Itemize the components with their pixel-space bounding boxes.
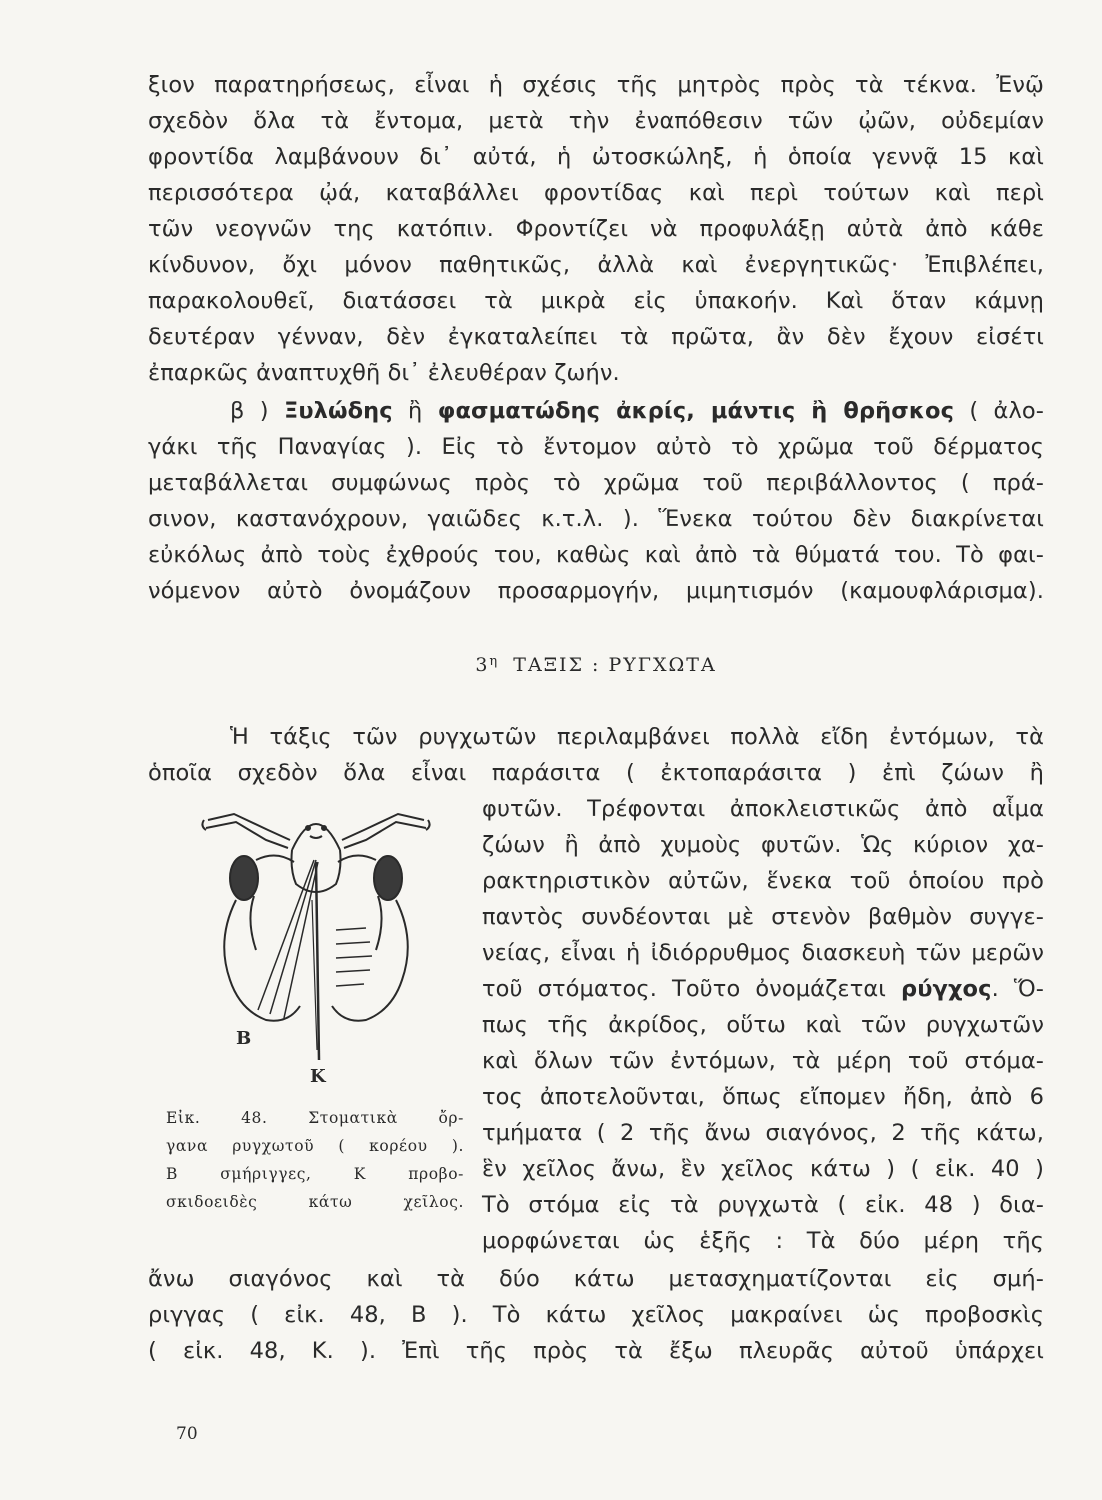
text-line: τῶν νεογνῶν της κατόπιν. Φροντίζει νὰ προφυλάξῃ αὐτὰ ἀπὸ κάθε xyxy=(148,216,1044,242)
figure-label-k: Κ xyxy=(310,1066,326,1087)
text-line-with-bold xyxy=(482,972,1044,1006)
mouthparts-illustration xyxy=(196,800,436,1100)
ordinal-suffix: η xyxy=(489,654,498,669)
text-line: ζώων ἢ ἀπὸ χυμοὺς φυτῶν. Ὡς κύριον χα- xyxy=(482,832,1044,858)
figure-label-b: Β xyxy=(236,1028,252,1049)
text-fragment: ( ἀλο- xyxy=(969,398,1044,424)
text-line: ( εἰκ. 48, Κ. ). Ἐπὶ τῆς πρὸς τὰ ἔξω πλευρᾶς αὐτοῦ ὑπάρχει xyxy=(148,1338,1044,1364)
text-line-with-bold xyxy=(230,394,1044,428)
text-fragment: . Ὅ- xyxy=(991,976,1044,1002)
text-line: κίνδυνον, ὄχι μόνον παθητικῶς, ἀλλὰ καὶ ἐνεργητικῶς· Ἐπιβλέπει, xyxy=(148,252,1044,278)
ordinal-number: 3 xyxy=(475,654,490,676)
text-line: σινον, καστανόχρουν, γαιῶδες κ.τ.λ. ). Ἕνεκα τούτου δὲν διακρίνεται xyxy=(148,506,1044,532)
text-line: φροντίδα λαμβάνουν δι᾽ αὐτά, ἡ ὠτοσκώληξ, ἡ ὁποία γεννᾷ 15 καὶ xyxy=(148,144,1044,170)
text-line: ἄνω σιαγόνος καὶ τὰ δύο κάτω μετασχηματίζονται εἰς σμή- xyxy=(148,1266,1044,1292)
text-line: Ἡ τάξις τῶν ρυγχωτῶν περιλαμβάνει πολλὰ εἴδη ἐντόμων, τὰ xyxy=(230,724,1044,750)
text-line: ριγγας ( εἰκ. 48, Β ). Τὸ κάτω χεῖλος μακραίνει ὡς προβοσκὶς xyxy=(148,1302,1044,1328)
caption-line: σκιδοειδὲς κάτω χεῖλος. xyxy=(166,1193,464,1211)
text-line: δευτέραν γένναν, δὲν ἐγκαταλείπει τὰ πρῶτα, ἂν δὲν ἔχουν εἰσέτι xyxy=(148,324,1044,350)
text-line: εὐκόλως ἀπὸ τοὺς ἐχθρούς του, καθὼς καὶ ἀπὸ τὰ θύματά του. Τὸ φαι- xyxy=(148,542,1044,568)
text-line: τος ἀποτελοῦνται, ὅπως εἴπομεν ἤδη, ἀπὸ 6 xyxy=(482,1084,1044,1110)
caption-line: Εἰκ. 48. Στοματικὰ ὄρ- xyxy=(166,1109,464,1127)
item-label: β ) xyxy=(230,398,269,424)
text-line: γάκι τῆς Παναγίας ). Εἰς τὸ ἔντομον αὐτὸ τὸ χρῶμα τοῦ δέρματος xyxy=(148,434,1044,460)
text-line: ἓν χεῖλος ἄνω, ἓν χεῖλος κάτω ) ( εἰκ. 40 ) xyxy=(482,1156,1044,1182)
section-title-text: ΤΑΞΙΣ : ΡΥΓΧΩΤΑ xyxy=(513,654,717,676)
caption-line: γανα ρυγχωτοῦ ( κορέου ). xyxy=(166,1137,464,1155)
text-line: μορφώνεται ὡς ἑξῆς : Τὰ δύο μέρη τῆς xyxy=(482,1228,1044,1254)
text-line: μεταβάλλεται συμφώνως πρὸς τὸ χρῶμα τοῦ περιβάλλοντος ( πρά- xyxy=(148,470,1044,496)
bold-term: Ξυλώδης xyxy=(284,398,393,424)
text-line: παρακολουθεῖ, διατάσσει τὰ μικρὰ εἰς ὑπακοήν. Καὶ ὅταν κάμνῃ xyxy=(148,288,1044,314)
page-number: 70 xyxy=(176,1424,198,1444)
text-line: περισσότερα ᾠά, καταβάλλει φροντίδας καὶ περὶ τούτων καὶ περὶ xyxy=(148,180,1044,206)
caption-line: Β σμήριγγες, Κ προβο- xyxy=(166,1165,464,1183)
text-line: σχεδὸν ὅλα τὰ ἔντομα, μετὰ τὴν ἐναπόθεσιν τῶν ᾠῶν, οὐδεμίαν xyxy=(148,108,1044,134)
text-line: παντὸς συνδέονται μὲ στενὸν βαθμὸν συγγε- xyxy=(482,904,1044,930)
text-line: φυτῶν. Τρέφονται ἀποκλειστικῶς ἀπὸ αἷμα xyxy=(482,796,1044,822)
text-line: νόμενον αὐτὸ ὀνομάζουν προσαρμογήν, μιμητισμόν (καμουφλάρισμα). xyxy=(148,578,1044,604)
figure-mouthparts xyxy=(196,800,436,1100)
text-line: τμήματα ( 2 τῆς ἄνω σιαγόνος, 2 τῆς κάτω, xyxy=(482,1120,1044,1146)
text-line: καὶ ὅλων τῶν ἐντόμων, τὰ μέρη τοῦ στόμα- xyxy=(482,1048,1044,1074)
text-line: πως τῆς ἀκρίδος, οὕτω καὶ τῶν ρυγχωτῶν xyxy=(482,1012,1044,1038)
text-fragment: ἢ xyxy=(408,398,423,424)
text-fragment: τοῦ στόματος. Τοῦτο ὀνομάζεται xyxy=(482,976,886,1002)
bold-term: ρύγχος xyxy=(901,976,992,1002)
text-line: ὁποῖα σχεδὸν ὅλα εἶναι παράσιτα ( ἐκτοπαράσιτα ) ἐπὶ ζώων ἢ xyxy=(148,760,1044,786)
text-line: ξιον παρατηρήσεως, εἶναι ἡ σχέσις τῆς μητρὸς πρὸς τὰ τέκνα. Ἐνῷ xyxy=(148,72,1044,98)
text-line: ἐπαρκῶς ἀναπτυχθῆ δι᾽ ἐλευθέραν ζωήν. xyxy=(148,360,620,386)
bold-term: φασματώδης ἀκρίς, μάντις ἢ θρῆσκος xyxy=(437,398,955,424)
text-line: νείας, εἶναι ἡ ἰδιόρρυθμος διασκευὴ τῶν μερῶν xyxy=(482,940,1044,966)
section-title xyxy=(148,654,1044,676)
text-line: ρακτηριστικὸν αὐτῶν, ἕνεκα τοῦ ὁποίου πρὸ xyxy=(482,868,1044,894)
text-line: Τὸ στόμα εἰς τὰ ρυγχωτὰ ( εἰκ. 48 ) δια- xyxy=(482,1192,1044,1218)
